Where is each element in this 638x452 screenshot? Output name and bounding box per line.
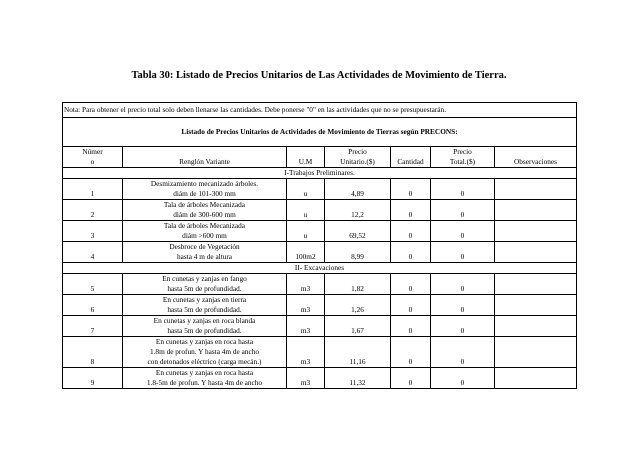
row-cantidad: 0: [391, 274, 431, 295]
row-observaciones: [495, 316, 577, 337]
header-renglon: Renglón Variante: [123, 147, 287, 168]
row-number: 7: [63, 316, 123, 337]
description-line: En cunetas y zanjas en roca hasta: [155, 337, 254, 346]
row-cantidad: 0: [391, 337, 431, 368]
description-line: diám >600 mm: [182, 231, 227, 240]
row-description: [123, 242, 287, 263]
row-cantidad: 0: [391, 295, 431, 316]
table-row: [63, 274, 577, 295]
description-line: Tala de árboles Mecanizada: [163, 221, 246, 230]
row-precio-total: 0: [431, 274, 495, 295]
row-um: m3: [287, 274, 325, 295]
header-row: [63, 147, 577, 168]
row-precio-unitario: 1,67: [325, 316, 391, 337]
row-description: [123, 221, 287, 242]
description-line: hasta 5m de profundidad.: [167, 284, 242, 293]
row-precio-unitario: 69,52: [325, 221, 391, 242]
row-number: 8: [63, 337, 123, 368]
row-description: [123, 316, 287, 337]
row-precio-total: 0: [431, 200, 495, 221]
row-observaciones: [495, 368, 577, 389]
row-observaciones: [495, 242, 577, 263]
description-line: 1.8-5m de profun. Y hasta 4m de ancho: [146, 378, 263, 387]
row-observaciones: [495, 179, 577, 200]
row-um: m3: [287, 368, 325, 389]
row-um: m3: [287, 295, 325, 316]
row-precio-total: 0: [431, 221, 495, 242]
row-number: 5: [63, 274, 123, 295]
table-row: [63, 179, 577, 200]
row-precio-total: 0: [431, 242, 495, 263]
row-description: [123, 337, 287, 368]
row-number: 4: [63, 242, 123, 263]
description-line: con detonados eléctrico (carga mecán.): [147, 357, 262, 366]
row-precio-total: 0: [431, 316, 495, 337]
description-line: En cunetas y zanjas en roca blanda: [153, 316, 256, 325]
row-precio-unitario: 4,89: [325, 179, 391, 200]
description-line: Desmizamiento mecanizado árboles.: [150, 179, 259, 188]
row-description: [123, 368, 287, 389]
row-number: 2: [63, 200, 123, 221]
row-observaciones: [495, 295, 577, 316]
header-precio-unitario: Precio Unitario.($): [325, 147, 391, 168]
description-line: Tala de árboles Mecanizada: [163, 200, 246, 209]
row-number: 9: [63, 368, 123, 389]
table-row: [63, 368, 577, 389]
section-title: I-Trabajos Preliminares.: [63, 168, 577, 179]
row-description: [123, 200, 287, 221]
description-line: diám de 300-600 mm: [173, 210, 236, 219]
row-cantidad: 0: [391, 368, 431, 389]
row-precio-total: 0: [431, 179, 495, 200]
row-um: u: [287, 179, 325, 200]
row-um: u: [287, 221, 325, 242]
row-um: m3: [287, 316, 325, 337]
row-cantidad: 0: [391, 200, 431, 221]
table-row: [63, 295, 577, 316]
row-precio-unitario: 1,26: [325, 295, 391, 316]
row-um: 100m2: [287, 242, 325, 263]
row-um: u: [287, 200, 325, 221]
note-row: Nota: Para obtener el precio total solo deben llenarse las cantidades. Debe ponerse "0" en las actividades que no se presupuestarán.: [63, 103, 577, 118]
row-precio-total: 0: [431, 368, 495, 389]
row-observaciones: [495, 337, 577, 368]
row-number: 6: [63, 295, 123, 316]
row-number: 3: [63, 221, 123, 242]
description-line: En cunetas y zanjas en tierra: [162, 295, 247, 304]
row-precio-unitario: 11,32: [325, 368, 391, 389]
row-cantidad: 0: [391, 316, 431, 337]
row-number: 1: [63, 179, 123, 200]
description-line: 1.8m de profun. Y hasta 4m de ancho: [149, 347, 260, 356]
table-caption: Tabla 30: Listado de Precios Unitarios de Las Actividades de Movimiento de Tierra.: [131, 70, 507, 81]
description-line: hasta 5m de profundidad.: [167, 326, 242, 335]
table-row: [63, 221, 577, 242]
row-observaciones: [495, 274, 577, 295]
row-observaciones: [495, 200, 577, 221]
table-row: [63, 200, 577, 221]
description-line: Desbroce de Vegetación: [169, 242, 240, 251]
header-cantidad: Cantidad: [391, 147, 431, 168]
price-table: [62, 102, 577, 389]
row-precio-unitario: 12,2: [325, 200, 391, 221]
row-description: [123, 274, 287, 295]
row-cantidad: 0: [391, 242, 431, 263]
row-precio-unitario: 1,82: [325, 274, 391, 295]
table-subtitle: Listado de Precios Unitarios de Actividades de Movimiento de Tierras según PRECONS:: [63, 118, 577, 147]
table-row: [63, 337, 577, 368]
description-line: hasta 4 m de altura: [176, 252, 233, 261]
section-row: [63, 168, 577, 179]
header-precio-total: Precio Total.($): [431, 147, 495, 168]
row-precio-unitario: 11,16: [325, 337, 391, 368]
row-cantidad: 0: [391, 221, 431, 242]
row-cantidad: 0: [391, 179, 431, 200]
row-precio-total: 0: [431, 337, 495, 368]
section-row: [63, 263, 577, 274]
row-observaciones: [495, 221, 577, 242]
header-um: U.M: [287, 147, 325, 168]
row-precio-unitario: 8,99: [325, 242, 391, 263]
row-precio-total: 0: [431, 295, 495, 316]
table-row: [63, 242, 577, 263]
description-line: En cunetas y zanjas en roca hasta: [155, 368, 254, 377]
row-um: m3: [287, 337, 325, 368]
row-description: [123, 179, 287, 200]
row-description: [123, 295, 287, 316]
description-line: En cunetas y zanjas en fango: [162, 274, 247, 283]
description-line: diám de 101-300 mm: [173, 189, 236, 198]
header-numero: Númer o: [63, 147, 123, 168]
header-observaciones: Observaciones: [495, 147, 577, 168]
description-line: hasta 5m de profundidad.: [167, 305, 242, 314]
section-title: II- Excavaciones: [63, 263, 577, 274]
table-row: [63, 316, 577, 337]
